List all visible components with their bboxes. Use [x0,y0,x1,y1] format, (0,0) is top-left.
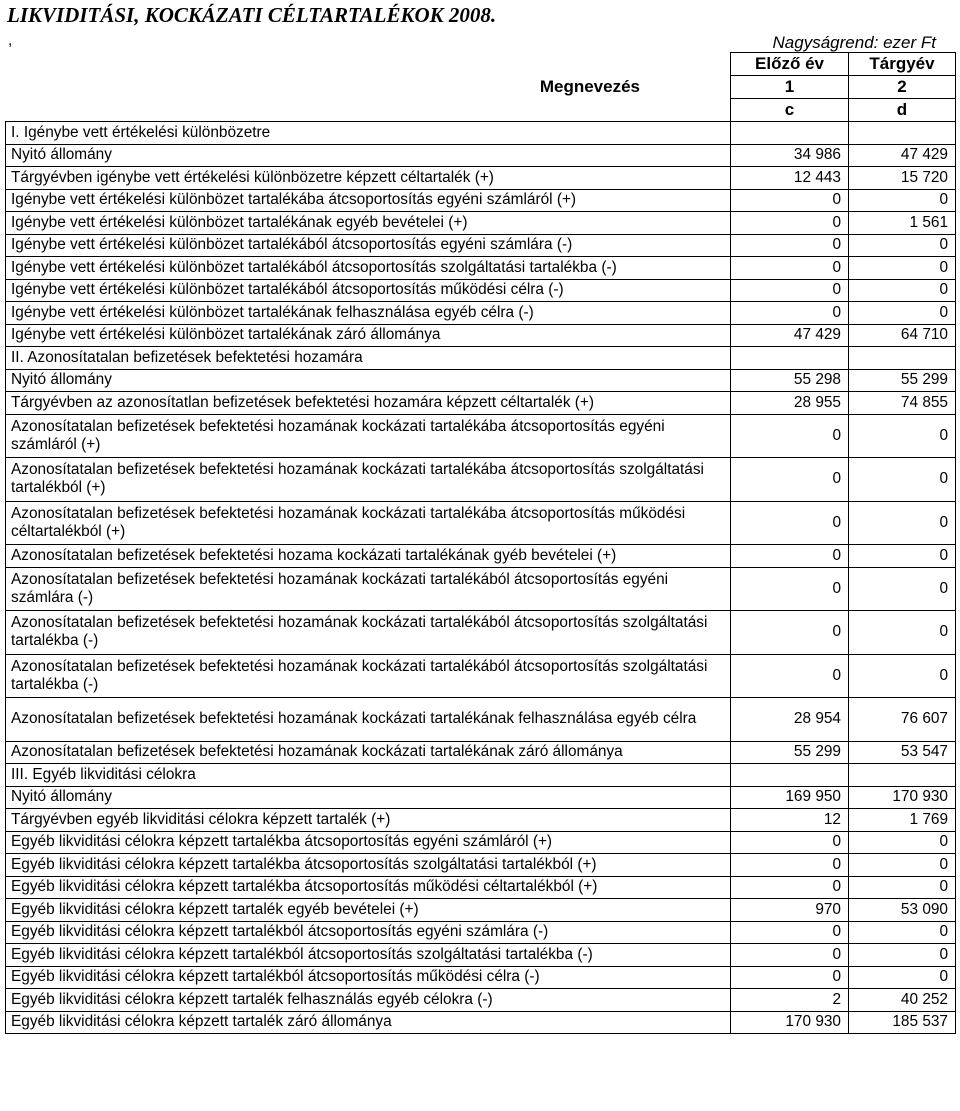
value-previous-year: 2 [731,989,849,1012]
header-col2-letter: d [849,99,956,122]
header-col1-letter: c [731,99,849,122]
table-row [6,876,956,899]
value-current-year: 0 [849,279,956,302]
value-previous-year: 0 [731,654,849,698]
table-row [6,369,956,392]
header-col1-label: Előző év [731,53,849,76]
value-current-year: 53 547 [849,741,956,764]
value-previous-year: 0 [731,212,849,235]
row-label: Egyéb likviditási célokra képzett tartalék egyéb bevételei (+) [6,899,731,922]
value-current-year: 0 [849,302,956,325]
value-current-year: 0 [849,921,956,944]
row-label: Azonosítatalan befizetések befektetési hozama kockázati tartalékának gyéb bevételei (+) [6,545,731,568]
value-previous-year: 0 [731,854,849,877]
header-blank-cell [6,99,731,122]
table-row [6,501,956,545]
table-row [6,741,956,764]
value-current-year: 0 [849,654,956,698]
section-title: II. Azonosítatalan befizetések befektetési hozamára [6,347,731,370]
section-title: I. Igénybe vett értékelési különbözetre [6,122,731,145]
table-row [6,324,956,347]
section-header-row [6,347,956,370]
table-row [6,921,956,944]
value-current-year: 0 [849,944,956,967]
row-label: Igénybe vett értékelési különbözet tartalékának záró állománya [6,324,731,347]
table-row [6,809,956,832]
table-row [6,458,956,502]
value-current-year: 0 [849,234,956,257]
value-previous-year: 0 [731,944,849,967]
value-previous-year: 0 [731,279,849,302]
table-row [6,545,956,568]
value-current-year: 40 252 [849,989,956,1012]
section-empty-cell [731,347,849,370]
section-empty-cell [731,122,849,145]
value-current-year: 0 [849,854,956,877]
header-row-labels [6,53,956,76]
header-col2-label: Tárgyév [849,53,956,76]
table-row [6,854,956,877]
row-label: Tárgyévben az azonosítatlan befizetések befektetési hozamára képzett céltartalék (+) [6,392,731,415]
section-empty-cell [849,347,956,370]
row-label: Igénybe vett értékelési különbözet tartalékába átcsoportosítás egyéni számláról (+) [6,189,731,212]
value-current-year: 74 855 [849,392,956,415]
row-label: Igénybe vett értékelési különbözet tartalékának egyéb bevételei (+) [6,212,731,235]
section-title: III. Egyéb likviditási célokra [6,764,731,787]
row-label: Egyéb likviditási célokra képzett tartalékba átcsoportosítás szolgáltatási tartalékból (+) [6,854,731,877]
row-label: Nyitó állomány [6,786,731,809]
table-row [6,989,956,1012]
table-row [6,144,956,167]
row-label: Egyéb likviditási célokra képzett tartalék záró állománya [6,1011,731,1034]
row-label: Azonosítatalan befizetések befektetési hozamának kockázati tartalékából átcsoportosítás szolgáltatási tartalékba (-) [6,611,731,655]
table-row [6,1011,956,1034]
row-label: Azonosítatalan befizetések befektetési hozamának kockázati tartalékából átcsoportosítás egyéni számlára (-) [6,567,731,611]
value-previous-year: 169 950 [731,786,849,809]
value-previous-year: 12 [731,809,849,832]
value-previous-year: 55 298 [731,369,849,392]
table-row [6,302,956,325]
value-current-year: 64 710 [849,324,956,347]
table-row [6,899,956,922]
value-previous-year: 0 [731,545,849,568]
value-previous-year: 0 [731,302,849,325]
value-previous-year: 0 [731,921,849,944]
table-row [6,189,956,212]
table-row [6,966,956,989]
row-label: Egyéb likviditási célokra képzett tartalékba átcsoportosítás működési céltartalékból (+) [6,876,731,899]
reserves-table [5,52,956,1034]
row-label: Egyéb likviditási célokra képzett tartalékból átcsoportosítás működési célra (-) [6,966,731,989]
row-label: Igénybe vett értékelési különbözet tartalékából átcsoportosítás szolgáltatási tartalékba (-) [6,257,731,280]
row-label: Egyéb likviditási célokra képzett tartalék felhasználás egyéb célokra (-) [6,989,731,1012]
table-row [6,831,956,854]
table-row [6,234,956,257]
table-row [6,392,956,415]
row-label: Azonosítatalan befizetések befektetési hozamának kockázati tartalékának záró állománya [6,741,731,764]
value-current-year: 0 [849,189,956,212]
value-current-year: 0 [849,831,956,854]
table-row [6,167,956,190]
value-previous-year: 12 443 [731,167,849,190]
value-previous-year: 47 429 [731,324,849,347]
reserves-table-body [6,53,956,1034]
section-empty-cell [731,764,849,787]
value-previous-year: 0 [731,876,849,899]
row-label: Azonosítatalan befizetések befektetési hozamának kockázati tartalékába átcsoportosítás szolgáltatási tartalékból (+) [6,458,731,502]
section-header-row [6,764,956,787]
value-previous-year: 170 930 [731,1011,849,1034]
row-label: Nyitó állomány [6,369,731,392]
row-label: Azonosítatalan befizetések befektetési hozamának kockázati tartalékába átcsoportosítás működési céltartalékból (+) [6,501,731,545]
row-label: Egyéb likviditási célokra képzett tartalékból átcsoportosítás szolgáltatási tartalékba (-) [6,944,731,967]
table-row [6,279,956,302]
section-header-row [6,122,956,145]
table-row [6,611,956,655]
value-current-year: 1 561 [849,212,956,235]
value-previous-year: 28 954 [731,698,849,742]
header-blank-cell [6,53,731,76]
value-previous-year: 0 [731,567,849,611]
table-row [6,786,956,809]
value-previous-year: 0 [731,966,849,989]
section-empty-cell [849,764,956,787]
table-row [6,212,956,235]
header-col2-num: 2 [849,76,956,99]
value-previous-year: 55 299 [731,741,849,764]
value-previous-year: 0 [731,501,849,545]
value-previous-year: 0 [731,234,849,257]
section-empty-cell [849,122,956,145]
value-current-year: 15 720 [849,167,956,190]
value-current-year: 55 299 [849,369,956,392]
value-current-year: 0 [849,876,956,899]
header-name-label: Megnevezés [6,76,731,99]
unit-note: Nagyságrend: ezer Ft [772,33,936,52]
row-label: Tárgyévben egyéb likviditási célokra képzett tartalék (+) [6,809,731,832]
header-col1-num: 1 [731,76,849,99]
table-row [6,944,956,967]
row-label: Igénybe vett értékelési különbözet tartalékából átcsoportosítás egyéni számlára (-) [6,234,731,257]
table-row [6,257,956,280]
row-label: Nyitó állomány [6,144,731,167]
value-current-year: 76 607 [849,698,956,742]
page-title: LIKVIDITÁSI, KOCKÁZATI CÉLTARTALÉKOK 2008. [7,3,497,27]
value-previous-year: 0 [731,831,849,854]
value-current-year: 170 930 [849,786,956,809]
value-current-year: 0 [849,501,956,545]
table-row [6,698,956,742]
value-previous-year: 0 [731,189,849,212]
value-previous-year: 0 [731,458,849,502]
value-current-year: 0 [849,966,956,989]
value-previous-year: 0 [731,257,849,280]
value-current-year: 185 537 [849,1011,956,1034]
value-current-year: 0 [849,257,956,280]
header-row-numbers [6,76,956,99]
value-current-year: 0 [849,567,956,611]
row-label: Egyéb likviditási célokra képzett tartalékból átcsoportosítás egyéni számlára (-) [6,921,731,944]
value-previous-year: 0 [731,414,849,458]
value-current-year: 0 [849,414,956,458]
row-label: Igénybe vett értékelési különbözet tartalékából átcsoportosítás működési célra (-) [6,279,731,302]
table-row [6,654,956,698]
value-current-year: 53 090 [849,899,956,922]
table-row [6,567,956,611]
row-label: Azonosítatalan befizetések befektetési hozamának kockázati tartalékának felhasználása egyéb célra [6,698,731,742]
value-previous-year: 34 986 [731,144,849,167]
row-label: Egyéb likviditási célokra képzett tartalékba átcsoportosítás egyéni számláról (+) [6,831,731,854]
row-label: Azonosítatalan befizetések befektetési hozamának kockázati tartalékából átcsoportosítás szolgáltatási tartalékba (-) [6,654,731,698]
value-current-year: 0 [849,545,956,568]
row-label: Azonosítatalan befizetések befektetési hozamának kockázati tartalékába átcsoportosítás egyéni számláról (+) [6,414,731,458]
value-previous-year: 28 955 [731,392,849,415]
value-current-year: 47 429 [849,144,956,167]
value-previous-year: 970 [731,899,849,922]
table-row [6,414,956,458]
value-previous-year: 0 [731,611,849,655]
value-current-year: 0 [849,611,956,655]
value-current-year: 0 [849,458,956,502]
value-current-year: 1 769 [849,809,956,832]
stray-comma: , [8,32,13,49]
header-row-letters [6,99,956,122]
row-label: Igénybe vett értékelési különbözet tartalékának felhasználása egyéb célra (-) [6,302,731,325]
row-label: Tárgyévben igénybe vett értékelési különbözetre képzett céltartalék (+) [6,167,731,190]
